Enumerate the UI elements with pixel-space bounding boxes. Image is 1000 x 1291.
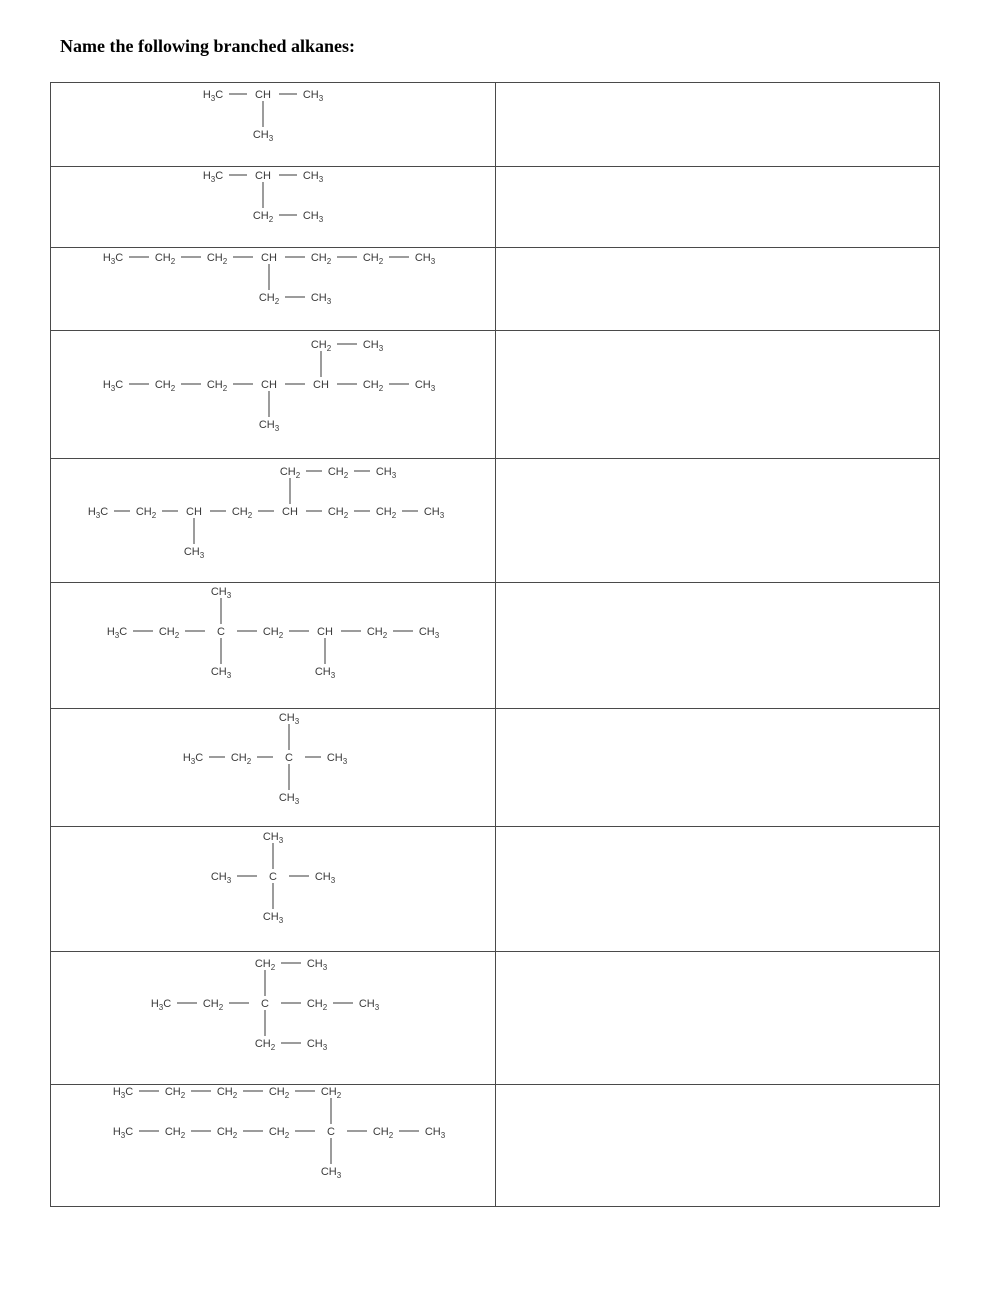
structure-cell bbox=[51, 459, 496, 582]
structure-cell bbox=[51, 331, 496, 458]
table-row bbox=[50, 708, 940, 827]
answer-cell[interactable] bbox=[496, 1085, 939, 1206]
atom-group: $CH_2$ bbox=[254, 958, 276, 972]
atom-group: $CH_3$ bbox=[302, 210, 324, 224]
table-row bbox=[50, 82, 940, 167]
answer-cell[interactable] bbox=[496, 583, 939, 708]
atom-group: $H_3C$ bbox=[150, 998, 172, 1012]
structural-formula bbox=[51, 83, 495, 167]
atom-group: C bbox=[217, 626, 225, 638]
atom-group: $CH_3$ bbox=[262, 911, 284, 925]
structure-cell bbox=[51, 1085, 496, 1206]
atom-group: $CH_3$ bbox=[314, 666, 336, 680]
atom-group: $H_3C$ bbox=[106, 626, 128, 640]
atom-group: $CH_2$ bbox=[258, 292, 280, 306]
atom-group: CH bbox=[261, 252, 277, 264]
atom-group: $CH_2$ bbox=[158, 626, 180, 640]
atom-group: $CH_2$ bbox=[279, 466, 301, 480]
atom-group: $CH_3$ bbox=[375, 466, 397, 480]
atom-group: $CH_2$ bbox=[216, 1086, 238, 1100]
atom-group: $CH_3$ bbox=[414, 252, 436, 266]
atom-group: CH bbox=[282, 506, 298, 518]
atom-group: $CH_3$ bbox=[423, 506, 445, 520]
atom-group: $CH_2$ bbox=[164, 1126, 186, 1140]
worksheet-heading: Name the following branched alkanes: bbox=[60, 36, 356, 56]
structure-cell bbox=[51, 248, 496, 330]
atom-group: $CH_3$ bbox=[306, 1038, 328, 1052]
atom-group: $CH_2$ bbox=[154, 252, 176, 266]
structural-formula bbox=[51, 248, 495, 331]
table-row bbox=[50, 1084, 940, 1207]
table-row bbox=[50, 330, 940, 459]
structure-cell bbox=[51, 952, 496, 1084]
atom-group: $CH_3$ bbox=[278, 792, 300, 806]
atom-group: $CH_2$ bbox=[164, 1086, 186, 1100]
atom-group: $H_3C$ bbox=[112, 1086, 134, 1100]
table-row bbox=[50, 247, 940, 331]
atom-group: $CH_2$ bbox=[320, 1086, 342, 1100]
atom-group: $CH_3$ bbox=[362, 339, 384, 353]
atom-group: $CH_2$ bbox=[135, 506, 157, 520]
table-row bbox=[50, 458, 940, 583]
structural-formula bbox=[51, 827, 495, 952]
structural-formula bbox=[51, 583, 495, 709]
atom-group: $CH_2$ bbox=[366, 626, 388, 640]
atom-group: $CH_3$ bbox=[262, 831, 284, 845]
atom-group: $CH_3$ bbox=[183, 546, 205, 560]
atom-group: $CH_3$ bbox=[418, 626, 440, 640]
atom-group: $CH_3$ bbox=[414, 379, 436, 393]
answer-cell[interactable] bbox=[496, 331, 939, 458]
atom-group: $CH_2$ bbox=[262, 626, 284, 640]
atom-group: $CH_2$ bbox=[206, 252, 228, 266]
atom-group: $CH_2$ bbox=[154, 379, 176, 393]
atom-group: C bbox=[285, 752, 293, 764]
atom-group: $CH_2$ bbox=[231, 506, 253, 520]
atom-group: $CH_2$ bbox=[310, 252, 332, 266]
atom-group: $CH_2$ bbox=[230, 752, 252, 766]
structure-cell bbox=[51, 583, 496, 708]
structural-formula bbox=[51, 1085, 495, 1207]
structural-formula bbox=[51, 331, 495, 459]
atom-group: C bbox=[261, 998, 269, 1010]
atom-group: $CH_2$ bbox=[202, 998, 224, 1012]
structural-formula bbox=[51, 459, 495, 583]
answer-cell[interactable] bbox=[496, 167, 939, 247]
structural-formula bbox=[51, 709, 495, 827]
table-row bbox=[50, 951, 940, 1085]
structure-cell bbox=[51, 709, 496, 826]
answer-cell[interactable] bbox=[496, 248, 939, 330]
atom-group: $CH_2$ bbox=[327, 506, 349, 520]
answer-cell[interactable] bbox=[496, 952, 939, 1084]
atom-group: $CH_3$ bbox=[320, 1166, 342, 1180]
atom-group: $CH_3$ bbox=[210, 871, 232, 885]
atom-group: $CH_2$ bbox=[362, 252, 384, 266]
structure-cell bbox=[51, 827, 496, 951]
atom-group: $CH_3$ bbox=[306, 958, 328, 972]
atom-group: $H_3C$ bbox=[202, 89, 224, 103]
atom-group: $CH_3$ bbox=[278, 712, 300, 726]
structure-cell bbox=[51, 167, 496, 247]
answer-cell[interactable] bbox=[496, 459, 939, 582]
atom-group: $CH_3$ bbox=[314, 871, 336, 885]
atom-group: $CH_3$ bbox=[210, 586, 232, 600]
atom-group: $H_3C$ bbox=[202, 170, 224, 184]
structure-cell bbox=[51, 83, 496, 166]
table-row bbox=[50, 166, 940, 248]
atom-group: $H_3C$ bbox=[182, 752, 204, 766]
atom-group: $CH_3$ bbox=[258, 419, 280, 433]
atom-group: $CH_3$ bbox=[302, 89, 324, 103]
atom-group: $CH_3$ bbox=[252, 129, 274, 143]
atom-group: $CH_2$ bbox=[372, 1126, 394, 1140]
answer-cell[interactable] bbox=[496, 83, 939, 166]
atom-group: CH bbox=[255, 170, 271, 182]
atom-group: C bbox=[327, 1126, 335, 1138]
structural-formula bbox=[51, 952, 495, 1085]
atom-group: $H_3C$ bbox=[102, 252, 124, 266]
atom-group: $H_3C$ bbox=[102, 379, 124, 393]
atom-group: CH bbox=[261, 379, 277, 391]
answer-cell[interactable] bbox=[496, 827, 939, 951]
atom-group: CH bbox=[317, 626, 333, 638]
atom-group: $CH_2$ bbox=[206, 379, 228, 393]
atom-group: $CH_2$ bbox=[375, 506, 397, 520]
atom-group: $CH_3$ bbox=[424, 1126, 446, 1140]
atom-group: $CH_2$ bbox=[268, 1126, 290, 1140]
atom-group: $CH_2$ bbox=[362, 379, 384, 393]
atom-group: $CH_3$ bbox=[326, 752, 348, 766]
atom-group: $CH_2$ bbox=[310, 339, 332, 353]
atom-group: $CH_2$ bbox=[306, 998, 328, 1012]
answer-cell[interactable] bbox=[496, 709, 939, 826]
atom-group: $H_3C$ bbox=[87, 506, 109, 520]
structural-formula bbox=[51, 167, 495, 248]
atom-group: $CH_2$ bbox=[252, 210, 274, 224]
atom-group: CH bbox=[186, 506, 202, 518]
atom-group: $CH_2$ bbox=[268, 1086, 290, 1100]
atom-group: $CH_2$ bbox=[327, 466, 349, 480]
table-row bbox=[50, 826, 940, 952]
atom-group: CH bbox=[313, 379, 329, 391]
atom-group: $CH_2$ bbox=[254, 1038, 276, 1052]
atom-group: $CH_3$ bbox=[210, 666, 232, 680]
atom-group: $H_3C$ bbox=[112, 1126, 134, 1140]
atom-group: $CH_2$ bbox=[216, 1126, 238, 1140]
atom-group: $CH_3$ bbox=[310, 292, 332, 306]
atom-group: $CH_3$ bbox=[358, 998, 380, 1012]
atom-group: CH bbox=[255, 89, 271, 101]
table-row bbox=[50, 582, 940, 709]
atom-group: $CH_3$ bbox=[302, 170, 324, 184]
atom-group: C bbox=[269, 871, 277, 883]
